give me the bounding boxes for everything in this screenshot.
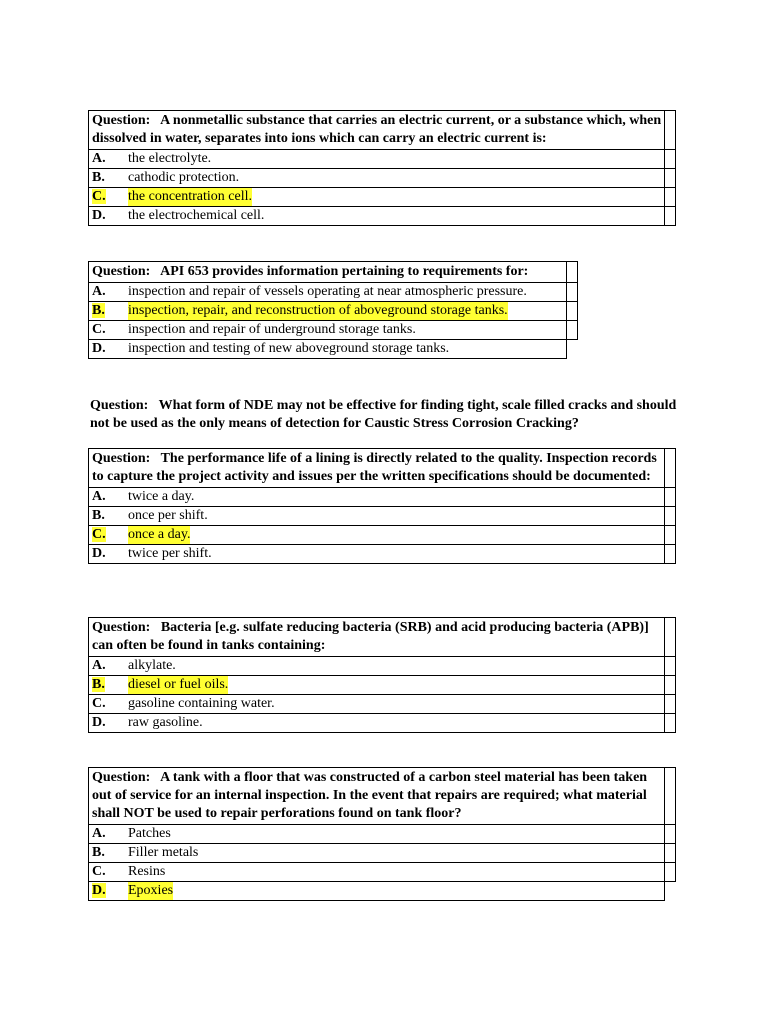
option-row[interactable]: A. alkylate.: [92, 658, 176, 673]
question-table: [88, 448, 676, 564]
option-row[interactable]: B. cathodic protection.: [92, 170, 240, 185]
question-text: Question: The performance life of a lining is directly related to the quality. Inspection records to capture the project activity and issues per the written specifications should be documented:: [92, 451, 657, 484]
option-row[interactable]: A. the electrolyte.: [92, 151, 212, 166]
option-row[interactable]: A. twice a day.: [92, 489, 195, 504]
option-row[interactable]: C. gasoline containing water.: [92, 696, 275, 711]
question-text: Question: Bacteria [e.g. sulfate reducing bacteria (SRB) and acid producing bacteria (APB)] can often be found in tanks containing:: [92, 620, 649, 653]
question-table: [88, 767, 676, 901]
question-table: [88, 617, 676, 733]
option-row[interactable]: D. the electrochemical cell.: [92, 208, 265, 223]
option-row[interactable]: A. inspection and repair of vessels operating at near atmospheric pressure.: [92, 284, 527, 299]
option-row[interactable]: A. Patches: [92, 826, 171, 841]
option-row[interactable]: D. inspection and testing of new aboveground storage tanks.: [92, 341, 450, 356]
option-row[interactable]: B. once per shift.: [92, 508, 208, 523]
question-table: [88, 261, 578, 359]
option-row[interactable]: B. Filler metals: [92, 845, 199, 860]
question-text: Question: A tank with a floor that was constructed of a carbon steel material has been taken out of service for an internal inspection. In the event that repairs are required; what material shall NOT be used to repair perforations found on tank floor?: [92, 770, 648, 821]
option-row[interactable]: C. Resins: [92, 864, 166, 879]
option-row-highlighted[interactable]: C. the concentration cell.: [92, 189, 252, 204]
question-block-4: [88, 448, 676, 564]
option-row[interactable]: C. inspection and repair of underground storage tanks.: [92, 322, 416, 337]
question-block-6: [88, 767, 676, 901]
question-block-2: [88, 261, 578, 359]
question-block-1: [88, 110, 676, 226]
option-row-highlighted[interactable]: C. once a day.: [92, 527, 191, 542]
question-standalone: Question: What form of NDE may not be effective for finding tight, scale filled cracks and should not be used as the only means of detection for Caustic Stress Corrosion Cracking?: [90, 398, 677, 431]
option-row[interactable]: D. raw gasoline.: [92, 715, 203, 730]
option-row-highlighted[interactable]: D. Epoxies: [92, 883, 174, 898]
option-row-highlighted[interactable]: B. diesel or fuel oils.: [92, 677, 229, 692]
question-text: Question: API 653 provides information pertaining to requirements for:: [92, 264, 529, 279]
option-row-highlighted[interactable]: B. inspection, repair, and reconstruction of aboveground storage tanks.: [92, 303, 508, 318]
option-row[interactable]: D. twice per shift.: [92, 546, 212, 561]
question-table: [88, 110, 676, 226]
question-block-5: [88, 617, 676, 733]
question-text: Question: A nonmetallic substance that carries an electric current, or a substance which, when dissolved in water, separates into ions which can carry an electric current is:: [92, 113, 662, 146]
